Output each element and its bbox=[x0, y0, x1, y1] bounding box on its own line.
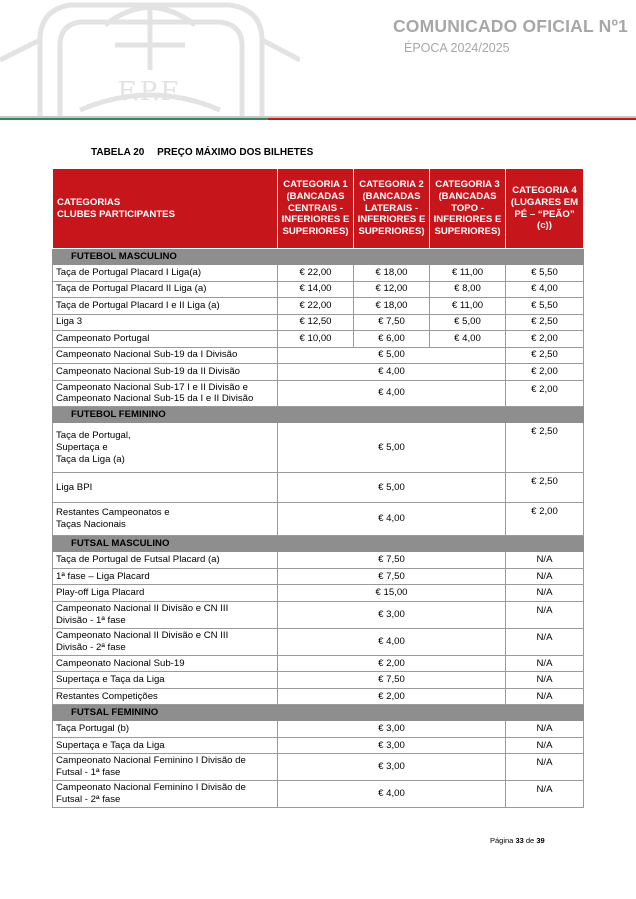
ticket-price-table bbox=[52, 168, 584, 808]
section-futebol-masculino: FUTEBOL MASCULINO bbox=[53, 249, 584, 265]
table-row: Taça de Portugal Placard II Liga (a) € 14,00 € 12,00 € 8,00 € 4,00 bbox=[53, 281, 584, 298]
table-title: PREÇO MÁXIMO DOS BILHETES bbox=[157, 147, 314, 158]
table-row: Taça de Portugal Placard I Liga(a) € 22,00 € 18,00 € 11,00 € 5,50 bbox=[53, 265, 584, 282]
table-number: TABELA 20 bbox=[91, 147, 145, 158]
table-row: Taça Portugal (b) € 3,00 N/A bbox=[53, 721, 584, 738]
section-futebol-feminino: FUTEBOL FEMININO bbox=[53, 407, 584, 423]
table-caption bbox=[91, 147, 313, 158]
header-category-4: CATEGORIA 4 (LUGARES EM PÉ – “PEÃO” (c)) bbox=[506, 169, 584, 249]
section-futsal-masculino: FUTSAL MASCULINO bbox=[53, 536, 584, 552]
table-row: 1ª fase – Liga Placard € 7,50 N/A bbox=[53, 568, 584, 585]
header-category-2: CATEGORIA 2 (BANCADAS LATERAIS - INFERIORES E SUPERIORES) bbox=[354, 169, 430, 249]
table-row: Campeonato Nacional Sub-19 € 2,00 N/A bbox=[53, 655, 584, 672]
table-row: Campeonato Nacional Feminino I Divisão de Futsal - 2ª fase € 4,00 N/A bbox=[53, 781, 584, 808]
table-row: Campeonato Nacional Sub-19 da II Divisão € 4,00 € 2,00 bbox=[53, 364, 584, 381]
table-row: Supertaça e Taça da Liga € 7,50 N/A bbox=[53, 672, 584, 689]
fpf-logo-watermark bbox=[0, 0, 300, 118]
document-title: COMUNICADO OFICIAL Nº1 bbox=[392, 16, 628, 36]
header-rule-green bbox=[0, 118, 268, 120]
header-category-1: CATEGORIA 1 (BANCADAS CENTRAIS - INFERIORES E SUPERIORES) bbox=[278, 169, 354, 249]
table-header-row bbox=[53, 169, 584, 249]
table-row: Taça de Portugal Placard I e II Liga (a) € 22,00 € 18,00 € 11,00 € 5,50 bbox=[53, 298, 584, 315]
table-row: Liga BPI € 5,00 € 2,50 bbox=[53, 473, 584, 503]
table-row: Liga 3 € 12,50 € 7,50 € 5,00 € 2,50 bbox=[53, 314, 584, 331]
table-row: Restantes Competições € 2,00 N/A bbox=[53, 688, 584, 705]
table-row: Supertaça e Taça da Liga € 3,00 N/A bbox=[53, 737, 584, 754]
table-row: Taça de Portugal de Futsal Placard (a) € 7,50 N/A bbox=[53, 552, 584, 569]
table-row: Campeonato Nacional Sub-19 da I Divisão € 5,00 € 2,50 bbox=[53, 347, 584, 364]
table-row: Campeonato Portugal € 10,00 € 6,00 € 4,00 € 2,00 bbox=[53, 331, 584, 348]
logo-text: F.P.F. bbox=[117, 77, 183, 107]
table-row: Taça de Portugal, Supertaça e Taça da Liga (a) € 5,00 € 2,50 bbox=[53, 423, 584, 473]
page-number: Página 33 de 39 bbox=[490, 836, 545, 845]
section-futsal-feminino: FUTSAL FEMININO bbox=[53, 705, 584, 721]
header-rule-red bbox=[268, 118, 636, 120]
table-row: Play-off Liga Placard € 15,00 N/A bbox=[53, 585, 584, 602]
table-row: Campeonato Nacional II Divisão e CN III Divisão - 1ª fase € 3,00 N/A bbox=[53, 601, 584, 628]
table-row: Campeonato Nacional Sub-17 I e II Divisão e Campeonato Nacional Sub-15 da I e II Divisão € 4,00 € 2,00 bbox=[53, 380, 584, 407]
table-row: Campeonato Nacional Feminino I Divisão de Futsal - 1ª fase € 3,00 N/A bbox=[53, 754, 584, 781]
header-category-3: CATEGORIA 3 (BANCADAS TOPO - INFERIORES E SUPERIORES) bbox=[430, 169, 506, 249]
table-row: Restantes Campeonatos e Taças Nacionais € 4,00 € 2,00 bbox=[53, 503, 584, 536]
table-row: Campeonato Nacional II Divisão e CN III Divisão - 2ª fase € 4,00 N/A bbox=[53, 628, 584, 655]
season-label: ÉPOCA 2024/2025 bbox=[404, 41, 510, 55]
header-categories: CATEGORIAS CLUBES PARTICIPANTES bbox=[53, 169, 278, 249]
